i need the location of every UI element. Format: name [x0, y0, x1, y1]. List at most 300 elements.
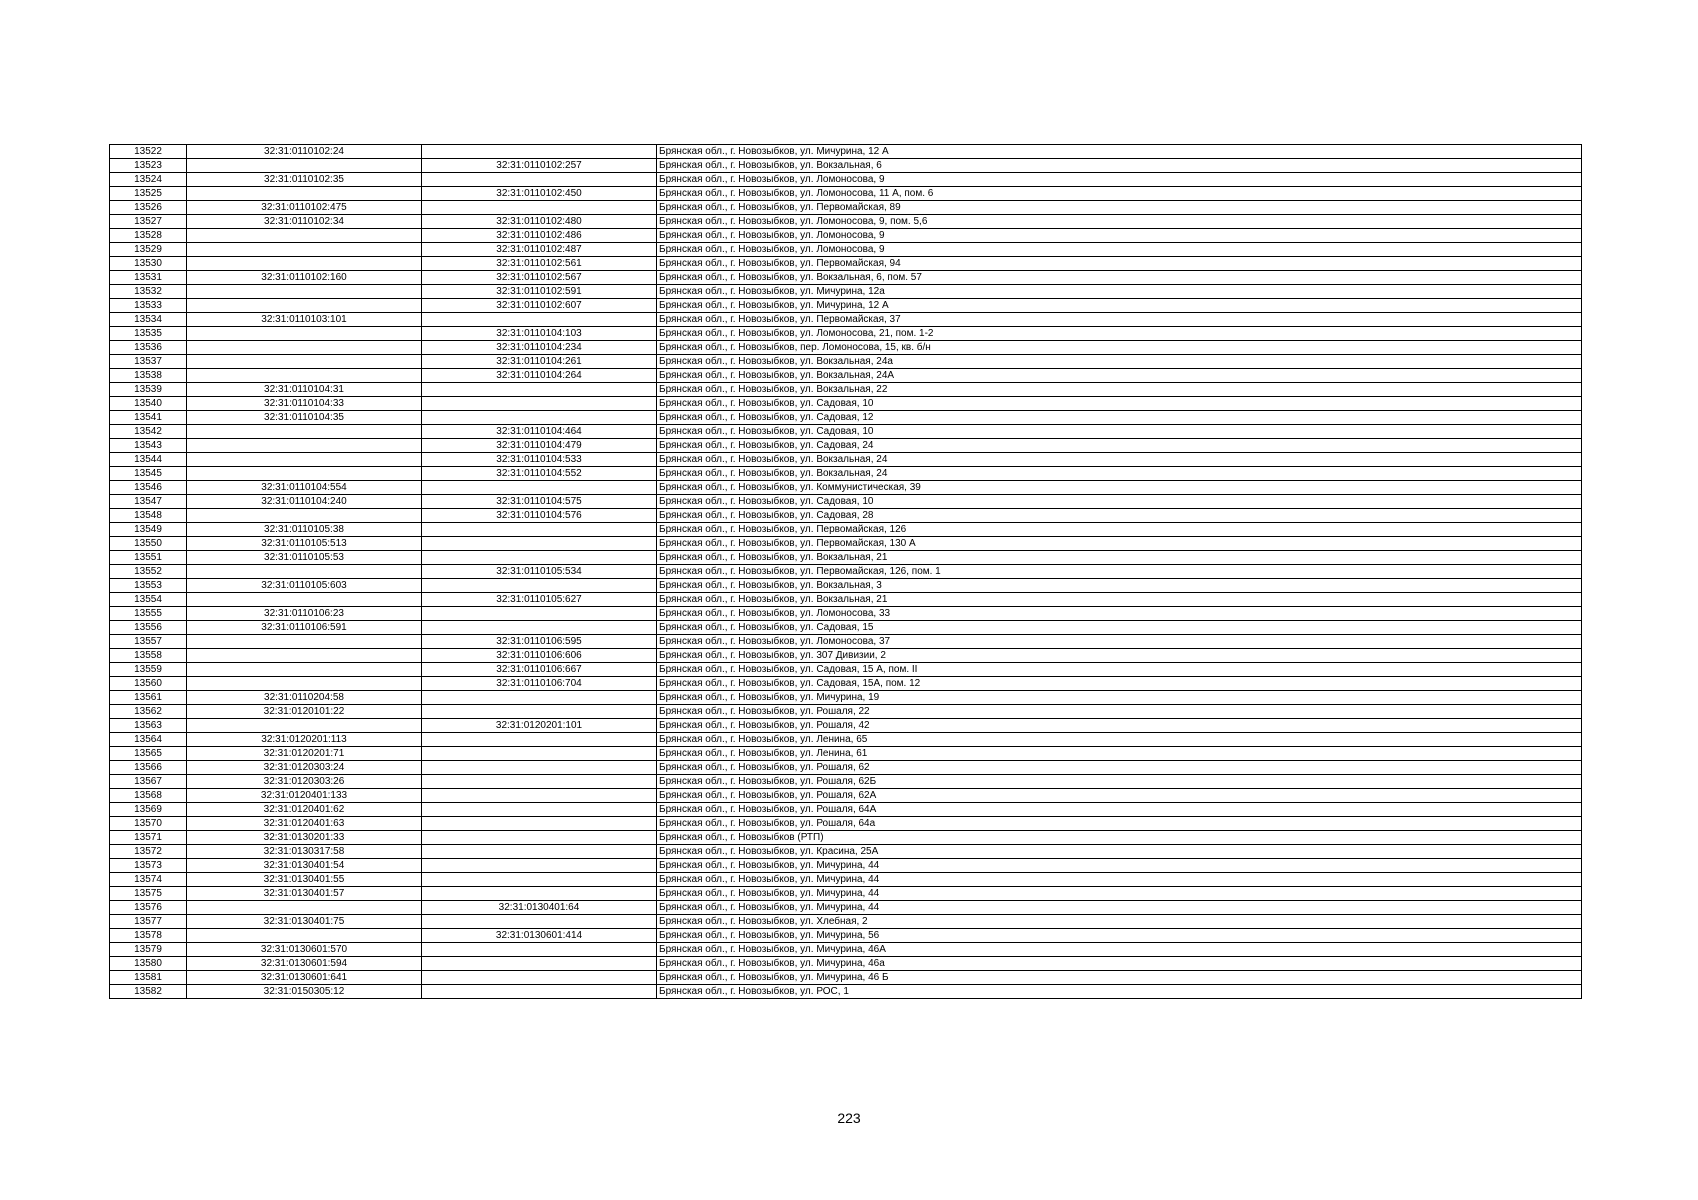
- table-row: [110, 859, 1582, 873]
- linked-cadastral-number-cell: [422, 971, 657, 985]
- linked-cadastral-number-cell: 32:31:0110102:567: [422, 271, 657, 285]
- row-number-cell: 13540: [110, 397, 187, 411]
- cadastral-number-cell: [187, 439, 422, 453]
- cadastral-number-cell: [187, 663, 422, 677]
- address-cell: Брянская обл., г. Новозыбков, ул. Рошаля, 22: [657, 705, 1582, 719]
- linked-cadastral-number-cell: 32:31:0110102:480: [422, 215, 657, 229]
- cadastral-number-cell: 32:31:0120401:62: [187, 803, 422, 817]
- linked-cadastral-number-cell: 32:31:0110106:704: [422, 677, 657, 691]
- cadastral-number-cell: 32:31:0110104:35: [187, 411, 422, 425]
- table-row: [110, 523, 1582, 537]
- address-cell: Брянская обл., г. Новозыбков, ул. Вокзальная, 6, пом. 57: [657, 271, 1582, 285]
- row-number-cell: 13580: [110, 957, 187, 971]
- linked-cadastral-number-cell: 32:31:0110106:667: [422, 663, 657, 677]
- linked-cadastral-number-cell: [422, 845, 657, 859]
- linked-cadastral-number-cell: 32:31:0110104:103: [422, 327, 657, 341]
- row-number-cell: 13578: [110, 929, 187, 943]
- row-number-cell: 13569: [110, 803, 187, 817]
- table-row: [110, 453, 1582, 467]
- table-row: [110, 691, 1582, 705]
- row-number-cell: 13534: [110, 313, 187, 327]
- row-number-cell: 13548: [110, 509, 187, 523]
- linked-cadastral-number-cell: [422, 481, 657, 495]
- address-cell: Брянская обл., г. Новозыбков, ул. Ломоносова, 21, пом. 1-2: [657, 327, 1582, 341]
- cadastral-number-cell: 32:31:0110104:240: [187, 495, 422, 509]
- linked-cadastral-number-cell: [422, 579, 657, 593]
- linked-cadastral-number-cell: [422, 985, 657, 999]
- cadastral-number-cell: 32:31:0110102:34: [187, 215, 422, 229]
- row-number-cell: 13538: [110, 369, 187, 383]
- address-cell: Брянская обл., г. Новозыбков, ул. Садовая, 12: [657, 411, 1582, 425]
- linked-cadastral-number-cell: [422, 607, 657, 621]
- linked-cadastral-number-cell: 32:31:0110102:450: [422, 187, 657, 201]
- table-row: [110, 481, 1582, 495]
- table-row: [110, 635, 1582, 649]
- table-row: [110, 355, 1582, 369]
- address-cell: Брянская обл., г. Новозыбков, ул. Мичурина, 12 А: [657, 145, 1582, 159]
- cadastral-number-cell: 32:31:0110105:53: [187, 551, 422, 565]
- cadastral-number-cell: 32:31:0110103:101: [187, 313, 422, 327]
- linked-cadastral-number-cell: [422, 957, 657, 971]
- linked-cadastral-number-cell: [422, 775, 657, 789]
- cadastral-number-cell: [187, 467, 422, 481]
- row-number-cell: 13581: [110, 971, 187, 985]
- row-number-cell: 13549: [110, 523, 187, 537]
- cadastral-number-cell: [187, 635, 422, 649]
- table-row: [110, 593, 1582, 607]
- table-row: [110, 733, 1582, 747]
- row-number-cell: 13579: [110, 943, 187, 957]
- linked-cadastral-number-cell: [422, 201, 657, 215]
- cadastral-number-cell: 32:31:0120303:26: [187, 775, 422, 789]
- linked-cadastral-number-cell: 32:31:0110104:234: [422, 341, 657, 355]
- table-row: [110, 439, 1582, 453]
- cadastral-number-cell: 32:31:0110106:23: [187, 607, 422, 621]
- cadastral-number-cell: [187, 341, 422, 355]
- table-row: [110, 775, 1582, 789]
- linked-cadastral-number-cell: 32:31:0110104:264: [422, 369, 657, 383]
- row-number-cell: 13560: [110, 677, 187, 691]
- cadastral-number-cell: [187, 565, 422, 579]
- table-body: [110, 145, 1582, 999]
- row-number-cell: 13567: [110, 775, 187, 789]
- cadastral-number-cell: 32:31:0150305:12: [187, 985, 422, 999]
- cadastral-number-cell: [187, 159, 422, 173]
- linked-cadastral-number-cell: 32:31:0110104:575: [422, 495, 657, 509]
- row-number-cell: 13547: [110, 495, 187, 509]
- linked-cadastral-number-cell: [422, 761, 657, 775]
- table-row: [110, 957, 1582, 971]
- table-row: [110, 257, 1582, 271]
- row-number-cell: 13532: [110, 285, 187, 299]
- table-row: [110, 299, 1582, 313]
- address-cell: Брянская обл., г. Новозыбков, ул. Рошаля, 64а: [657, 817, 1582, 831]
- cadastral-number-cell: 32:31:0110102:35: [187, 173, 422, 187]
- row-number-cell: 13568: [110, 789, 187, 803]
- cadastral-number-cell: 32:31:0110105:38: [187, 523, 422, 537]
- cadastral-number-cell: 32:31:0110104:554: [187, 481, 422, 495]
- row-number-cell: 13572: [110, 845, 187, 859]
- linked-cadastral-number-cell: 32:31:0110104:533: [422, 453, 657, 467]
- cadastral-number-cell: [187, 649, 422, 663]
- row-number-cell: 13570: [110, 817, 187, 831]
- address-cell: Брянская обл., г. Новозыбков, ул. Мичурина, 46а: [657, 957, 1582, 971]
- row-number-cell: 13544: [110, 453, 187, 467]
- linked-cadastral-number-cell: [422, 943, 657, 957]
- linked-cadastral-number-cell: [422, 803, 657, 817]
- address-cell: Брянская обл., г. Новозыбков, ул. Ломоносова, 9: [657, 243, 1582, 257]
- table-row: [110, 187, 1582, 201]
- row-number-cell: 13552: [110, 565, 187, 579]
- linked-cadastral-number-cell: [422, 789, 657, 803]
- table-row: [110, 817, 1582, 831]
- table-row: [110, 145, 1582, 159]
- address-cell: Брянская обл., г. Новозыбков, ул. Вокзальная, 24: [657, 453, 1582, 467]
- row-number-cell: 13562: [110, 705, 187, 719]
- cadastral-number-cell: 32:31:0130601:570: [187, 943, 422, 957]
- row-number-cell: 13555: [110, 607, 187, 621]
- table-row: [110, 831, 1582, 845]
- address-cell: Брянская обл., г. Новозыбков, ул. Мичурина, 44: [657, 873, 1582, 887]
- address-cell: Брянская обл., г. Новозыбков, ул. Ломоносова, 9, пом. 5,6: [657, 215, 1582, 229]
- linked-cadastral-number-cell: 32:31:0110105:534: [422, 565, 657, 579]
- address-cell: Брянская обл., г. Новозыбков, ул. Рошаля, 62: [657, 761, 1582, 775]
- address-cell: Брянская обл., г. Новозыбков, ул. Вокзальная, 6: [657, 159, 1582, 173]
- row-number-cell: 13523: [110, 159, 187, 173]
- row-number-cell: 13553: [110, 579, 187, 593]
- table-row: [110, 873, 1582, 887]
- cadastral-number-cell: [187, 929, 422, 943]
- row-number-cell: 13522: [110, 145, 187, 159]
- linked-cadastral-number-cell: 32:31:0110104:261: [422, 355, 657, 369]
- address-cell: Брянская обл., г. Новозыбков, ул. Мичурина, 56: [657, 929, 1582, 943]
- address-cell: Брянская обл., г. Новозыбков, ул. Мичурина, 46А: [657, 943, 1582, 957]
- linked-cadastral-number-cell: 32:31:0110104:464: [422, 425, 657, 439]
- address-cell: Брянская обл., г. Новозыбков, ул. Садовая, 10: [657, 495, 1582, 509]
- row-number-cell: 13559: [110, 663, 187, 677]
- linked-cadastral-number-cell: [422, 313, 657, 327]
- linked-cadastral-number-cell: 32:31:0110104:479: [422, 439, 657, 453]
- address-cell: Брянская обл., г. Новозыбков, ул. Рошаля, 62А: [657, 789, 1582, 803]
- address-cell: Брянская обл., г. Новозыбков, ул. РОС, 1: [657, 985, 1582, 999]
- table-row: [110, 705, 1582, 719]
- cadastral-number-cell: 32:31:0130401:54: [187, 859, 422, 873]
- row-number-cell: 13530: [110, 257, 187, 271]
- linked-cadastral-number-cell: [422, 551, 657, 565]
- row-number-cell: 13529: [110, 243, 187, 257]
- row-number-cell: 13526: [110, 201, 187, 215]
- table-row: [110, 313, 1582, 327]
- linked-cadastral-number-cell: [422, 817, 657, 831]
- table-row: [110, 565, 1582, 579]
- table-row: [110, 551, 1582, 565]
- cadastral-number-cell: [187, 229, 422, 243]
- document-page: [109, 144, 1581, 999]
- row-number-cell: 13539: [110, 383, 187, 397]
- address-cell: Брянская обл., г. Новозыбков, ул. Первомайская, 94: [657, 257, 1582, 271]
- cadastral-number-cell: [187, 257, 422, 271]
- cadastral-number-cell: 32:31:0110104:33: [187, 397, 422, 411]
- address-cell: Брянская обл., г. Новозыбков, ул. Рошаля, 62Б: [657, 775, 1582, 789]
- linked-cadastral-number-cell: [422, 747, 657, 761]
- row-number-cell: 13565: [110, 747, 187, 761]
- address-cell: Брянская обл., г. Новозыбков, ул. Первомайская, 130 А: [657, 537, 1582, 551]
- cadastral-number-cell: 32:31:0130401:55: [187, 873, 422, 887]
- address-cell: Брянская обл., г. Новозыбков, ул. Мичурина, 44: [657, 859, 1582, 873]
- address-cell: Брянская обл., г. Новозыбков, ул. Вокзальная, 21: [657, 593, 1582, 607]
- table-row: [110, 901, 1582, 915]
- address-cell: Брянская обл., г. Новозыбков, ул. Вокзальная, 24А: [657, 369, 1582, 383]
- row-number-cell: 13582: [110, 985, 187, 999]
- linked-cadastral-number-cell: 32:31:0110102:591: [422, 285, 657, 299]
- address-cell: Брянская обл., г. Новозыбков, ул. Вокзальная, 22: [657, 383, 1582, 397]
- table-row: [110, 425, 1582, 439]
- row-number-cell: 13575: [110, 887, 187, 901]
- row-number-cell: 13527: [110, 215, 187, 229]
- table-row: [110, 985, 1582, 999]
- table-row: [110, 495, 1582, 509]
- row-number-cell: 13556: [110, 621, 187, 635]
- linked-cadastral-number-cell: 32:31:0110102:607: [422, 299, 657, 313]
- table-row: [110, 537, 1582, 551]
- cadastral-number-cell: 32:31:0130401:57: [187, 887, 422, 901]
- table-row: [110, 467, 1582, 481]
- cadastral-number-cell: 32:31:0130317:58: [187, 845, 422, 859]
- cadastral-number-cell: [187, 677, 422, 691]
- table-row: [110, 341, 1582, 355]
- linked-cadastral-number-cell: 32:31:0110102:487: [422, 243, 657, 257]
- table-row: [110, 397, 1582, 411]
- cadastral-number-cell: 32:31:0120401:63: [187, 817, 422, 831]
- table-row: [110, 369, 1582, 383]
- table-row: [110, 845, 1582, 859]
- row-number-cell: 13542: [110, 425, 187, 439]
- table-row: [110, 229, 1582, 243]
- cadastral-number-cell: [187, 593, 422, 607]
- row-number-cell: 13566: [110, 761, 187, 775]
- linked-cadastral-number-cell: [422, 691, 657, 705]
- linked-cadastral-number-cell: [422, 621, 657, 635]
- address-cell: Брянская обл., г. Новозыбков, ул. Рошаля, 64А: [657, 803, 1582, 817]
- table-row: [110, 271, 1582, 285]
- cadastral-number-cell: 32:31:0110104:31: [187, 383, 422, 397]
- linked-cadastral-number-cell: [422, 397, 657, 411]
- linked-cadastral-number-cell: [422, 873, 657, 887]
- table-row: [110, 243, 1582, 257]
- address-cell: Брянская обл., г. Новозыбков, ул. Первомайская, 89: [657, 201, 1582, 215]
- address-cell: Брянская обл., г. Новозыбков, ул. Садовая, 10: [657, 397, 1582, 411]
- table-row: [110, 649, 1582, 663]
- cadastral-number-cell: 32:31:0110106:591: [187, 621, 422, 635]
- row-number-cell: 13545: [110, 467, 187, 481]
- cadastral-number-cell: 32:31:0120401:133: [187, 789, 422, 803]
- row-number-cell: 13546: [110, 481, 187, 495]
- row-number-cell: 13576: [110, 901, 187, 915]
- page-number: 223: [837, 1110, 861, 1126]
- address-cell: Брянская обл., г. Новозыбков, ул. Садовая, 15: [657, 621, 1582, 635]
- address-cell: Брянская обл., г. Новозыбков, ул. Мичурина, 19: [657, 691, 1582, 705]
- linked-cadastral-number-cell: [422, 173, 657, 187]
- row-number-cell: 13543: [110, 439, 187, 453]
- cadastral-number-cell: 32:31:0110102:160: [187, 271, 422, 285]
- address-cell: Брянская обл., г. Новозыбков, ул. Ломоносова, 9: [657, 173, 1582, 187]
- linked-cadastral-number-cell: [422, 705, 657, 719]
- address-cell: Брянская обл., г. Новозыбков, ул. Ленина, 65: [657, 733, 1582, 747]
- cadastral-number-cell: 32:31:0130601:594: [187, 957, 422, 971]
- linked-cadastral-number-cell: [422, 537, 657, 551]
- cadastral-number-cell: 32:31:0110204:58: [187, 691, 422, 705]
- linked-cadastral-number-cell: [422, 915, 657, 929]
- address-cell: Брянская обл., г. Новозыбков, ул. Садовая, 24: [657, 439, 1582, 453]
- table-row: [110, 215, 1582, 229]
- cadastral-number-cell: 32:31:0110105:513: [187, 537, 422, 551]
- linked-cadastral-number-cell: 32:31:0120201:101: [422, 719, 657, 733]
- row-number-cell: 13577: [110, 915, 187, 929]
- address-cell: Брянская обл., г. Новозыбков, ул. Вокзальная, 3: [657, 579, 1582, 593]
- address-cell: Брянская обл., г. Новозыбков, ул. Мичурина, 12 А: [657, 299, 1582, 313]
- row-number-cell: 13571: [110, 831, 187, 845]
- cadastral-number-cell: 32:31:0120303:24: [187, 761, 422, 775]
- row-number-cell: 13541: [110, 411, 187, 425]
- linked-cadastral-number-cell: 32:31:0110102:486: [422, 229, 657, 243]
- linked-cadastral-number-cell: 32:31:0110104:552: [422, 467, 657, 481]
- cadastral-number-cell: [187, 187, 422, 201]
- table-row: [110, 411, 1582, 425]
- cadastral-number-cell: 32:31:0130601:641: [187, 971, 422, 985]
- cadastral-number-cell: 32:31:0120201:71: [187, 747, 422, 761]
- row-number-cell: 13574: [110, 873, 187, 887]
- cadastral-number-cell: [187, 901, 422, 915]
- address-cell: Брянская обл., г. Новозыбков, ул. Ломоносова, 9: [657, 229, 1582, 243]
- table-row: [110, 719, 1582, 733]
- address-cell: Брянская обл., г. Новозыбков, ул. Рошаля, 42: [657, 719, 1582, 733]
- address-cell: Брянская обл., г. Новозыбков, ул. Садовая, 10: [657, 425, 1582, 439]
- table-row: [110, 579, 1582, 593]
- table-row: [110, 761, 1582, 775]
- cadastral-number-cell: 32:31:0110102:475: [187, 201, 422, 215]
- table-row: [110, 201, 1582, 215]
- address-cell: Брянская обл., г. Новозыбков, ул. Мичурина, 12а: [657, 285, 1582, 299]
- cadastral-number-cell: [187, 355, 422, 369]
- table-row: [110, 285, 1582, 299]
- table-row: [110, 383, 1582, 397]
- address-cell: Брянская обл., г. Новозыбков, ул. Мичурина, 46 Б: [657, 971, 1582, 985]
- linked-cadastral-number-cell: 32:31:0110105:627: [422, 593, 657, 607]
- row-number-cell: 13573: [110, 859, 187, 873]
- table-row: [110, 173, 1582, 187]
- address-cell: Брянская обл., г. Новозыбков, ул. Мичурина, 44: [657, 901, 1582, 915]
- row-number-cell: 13564: [110, 733, 187, 747]
- linked-cadastral-number-cell: [422, 145, 657, 159]
- table-row: [110, 621, 1582, 635]
- table-row: [110, 789, 1582, 803]
- address-cell: Брянская обл., г. Новозыбков, ул. Первомайская, 37: [657, 313, 1582, 327]
- address-cell: Брянская обл., г. Новозыбков, пер. Ломоносова, 15, кв. б/н: [657, 341, 1582, 355]
- address-cell: Брянская обл., г. Новозыбков, ул. Ленина, 61: [657, 747, 1582, 761]
- table-row: [110, 159, 1582, 173]
- row-number-cell: 13561: [110, 691, 187, 705]
- row-number-cell: 13537: [110, 355, 187, 369]
- row-number-cell: 13563: [110, 719, 187, 733]
- address-cell: Брянская обл., г. Новозыбков, ул. Хлебная, 2: [657, 915, 1582, 929]
- table-row: [110, 747, 1582, 761]
- table-row: [110, 943, 1582, 957]
- address-cell: Брянская обл., г. Новозыбков, ул. 307 Дивизии, 2: [657, 649, 1582, 663]
- cadastral-number-cell: 32:31:0110105:603: [187, 579, 422, 593]
- cadastral-number-cell: [187, 327, 422, 341]
- linked-cadastral-number-cell: 32:31:0110102:561: [422, 257, 657, 271]
- linked-cadastral-number-cell: [422, 733, 657, 747]
- cadastral-number-cell: 32:31:0130201:33: [187, 831, 422, 845]
- row-number-cell: 13535: [110, 327, 187, 341]
- cadastral-number-cell: [187, 369, 422, 383]
- linked-cadastral-number-cell: [422, 523, 657, 537]
- address-cell: Брянская обл., г. Новозыбков, ул. Ломоносова, 37: [657, 635, 1582, 649]
- table-row: [110, 887, 1582, 901]
- linked-cadastral-number-cell: 32:31:0130601:414: [422, 929, 657, 943]
- row-number-cell: 13557: [110, 635, 187, 649]
- cadastral-table: [109, 144, 1582, 999]
- linked-cadastral-number-cell: 32:31:0110102:257: [422, 159, 657, 173]
- address-cell: Брянская обл., г. Новозыбков, ул. Мичурина, 44: [657, 887, 1582, 901]
- table-row: [110, 509, 1582, 523]
- row-number-cell: 13533: [110, 299, 187, 313]
- linked-cadastral-number-cell: [422, 887, 657, 901]
- address-cell: Брянская обл., г. Новозыбков, ул. Красина, 25А: [657, 845, 1582, 859]
- address-cell: Брянская обл., г. Новозыбков, ул. Первомайская, 126, пом. 1: [657, 565, 1582, 579]
- row-number-cell: 13550: [110, 537, 187, 551]
- address-cell: Брянская обл., г. Новозыбков, ул. Ломоносова, 33: [657, 607, 1582, 621]
- cadastral-number-cell: 32:31:0120101:22: [187, 705, 422, 719]
- linked-cadastral-number-cell: 32:31:0110104:576: [422, 509, 657, 523]
- cadastral-number-cell: 32:31:0130401:75: [187, 915, 422, 929]
- table-row: [110, 971, 1582, 985]
- table-row: [110, 607, 1582, 621]
- row-number-cell: 13558: [110, 649, 187, 663]
- linked-cadastral-number-cell: 32:31:0110106:595: [422, 635, 657, 649]
- linked-cadastral-number-cell: 32:31:0110106:606: [422, 649, 657, 663]
- linked-cadastral-number-cell: 32:31:0130401:64: [422, 901, 657, 915]
- row-number-cell: 13524: [110, 173, 187, 187]
- address-cell: Брянская обл., г. Новозыбков (РТП): [657, 831, 1582, 845]
- address-cell: Брянская обл., г. Новозыбков, ул. Садовая, 15А, пом. 12: [657, 677, 1582, 691]
- linked-cadastral-number-cell: [422, 411, 657, 425]
- address-cell: Брянская обл., г. Новозыбков, ул. Ломоносова, 11 А, пом. 6: [657, 187, 1582, 201]
- row-number-cell: 13531: [110, 271, 187, 285]
- table-row: [110, 677, 1582, 691]
- cadastral-number-cell: [187, 299, 422, 313]
- address-cell: Брянская обл., г. Новозыбков, ул. Садовая, 28: [657, 509, 1582, 523]
- cadastral-number-cell: 32:31:0120201:113: [187, 733, 422, 747]
- cadastral-number-cell: [187, 425, 422, 439]
- table-row: [110, 803, 1582, 817]
- address-cell: Брянская обл., г. Новозыбков, ул. Садовая, 15 А, пом. II: [657, 663, 1582, 677]
- row-number-cell: 13554: [110, 593, 187, 607]
- row-number-cell: 13525: [110, 187, 187, 201]
- table-row: [110, 915, 1582, 929]
- cadastral-number-cell: [187, 509, 422, 523]
- cadastral-number-cell: [187, 285, 422, 299]
- linked-cadastral-number-cell: [422, 831, 657, 845]
- cadastral-number-cell: [187, 243, 422, 257]
- address-cell: Брянская обл., г. Новозыбков, ул. Коммунистическая, 39: [657, 481, 1582, 495]
- table-row: [110, 663, 1582, 677]
- cadastral-number-cell: [187, 453, 422, 467]
- row-number-cell: 13551: [110, 551, 187, 565]
- cadastral-number-cell: 32:31:0110102:24: [187, 145, 422, 159]
- table-row: [110, 327, 1582, 341]
- address-cell: Брянская обл., г. Новозыбков, ул. Первомайская, 126: [657, 523, 1582, 537]
